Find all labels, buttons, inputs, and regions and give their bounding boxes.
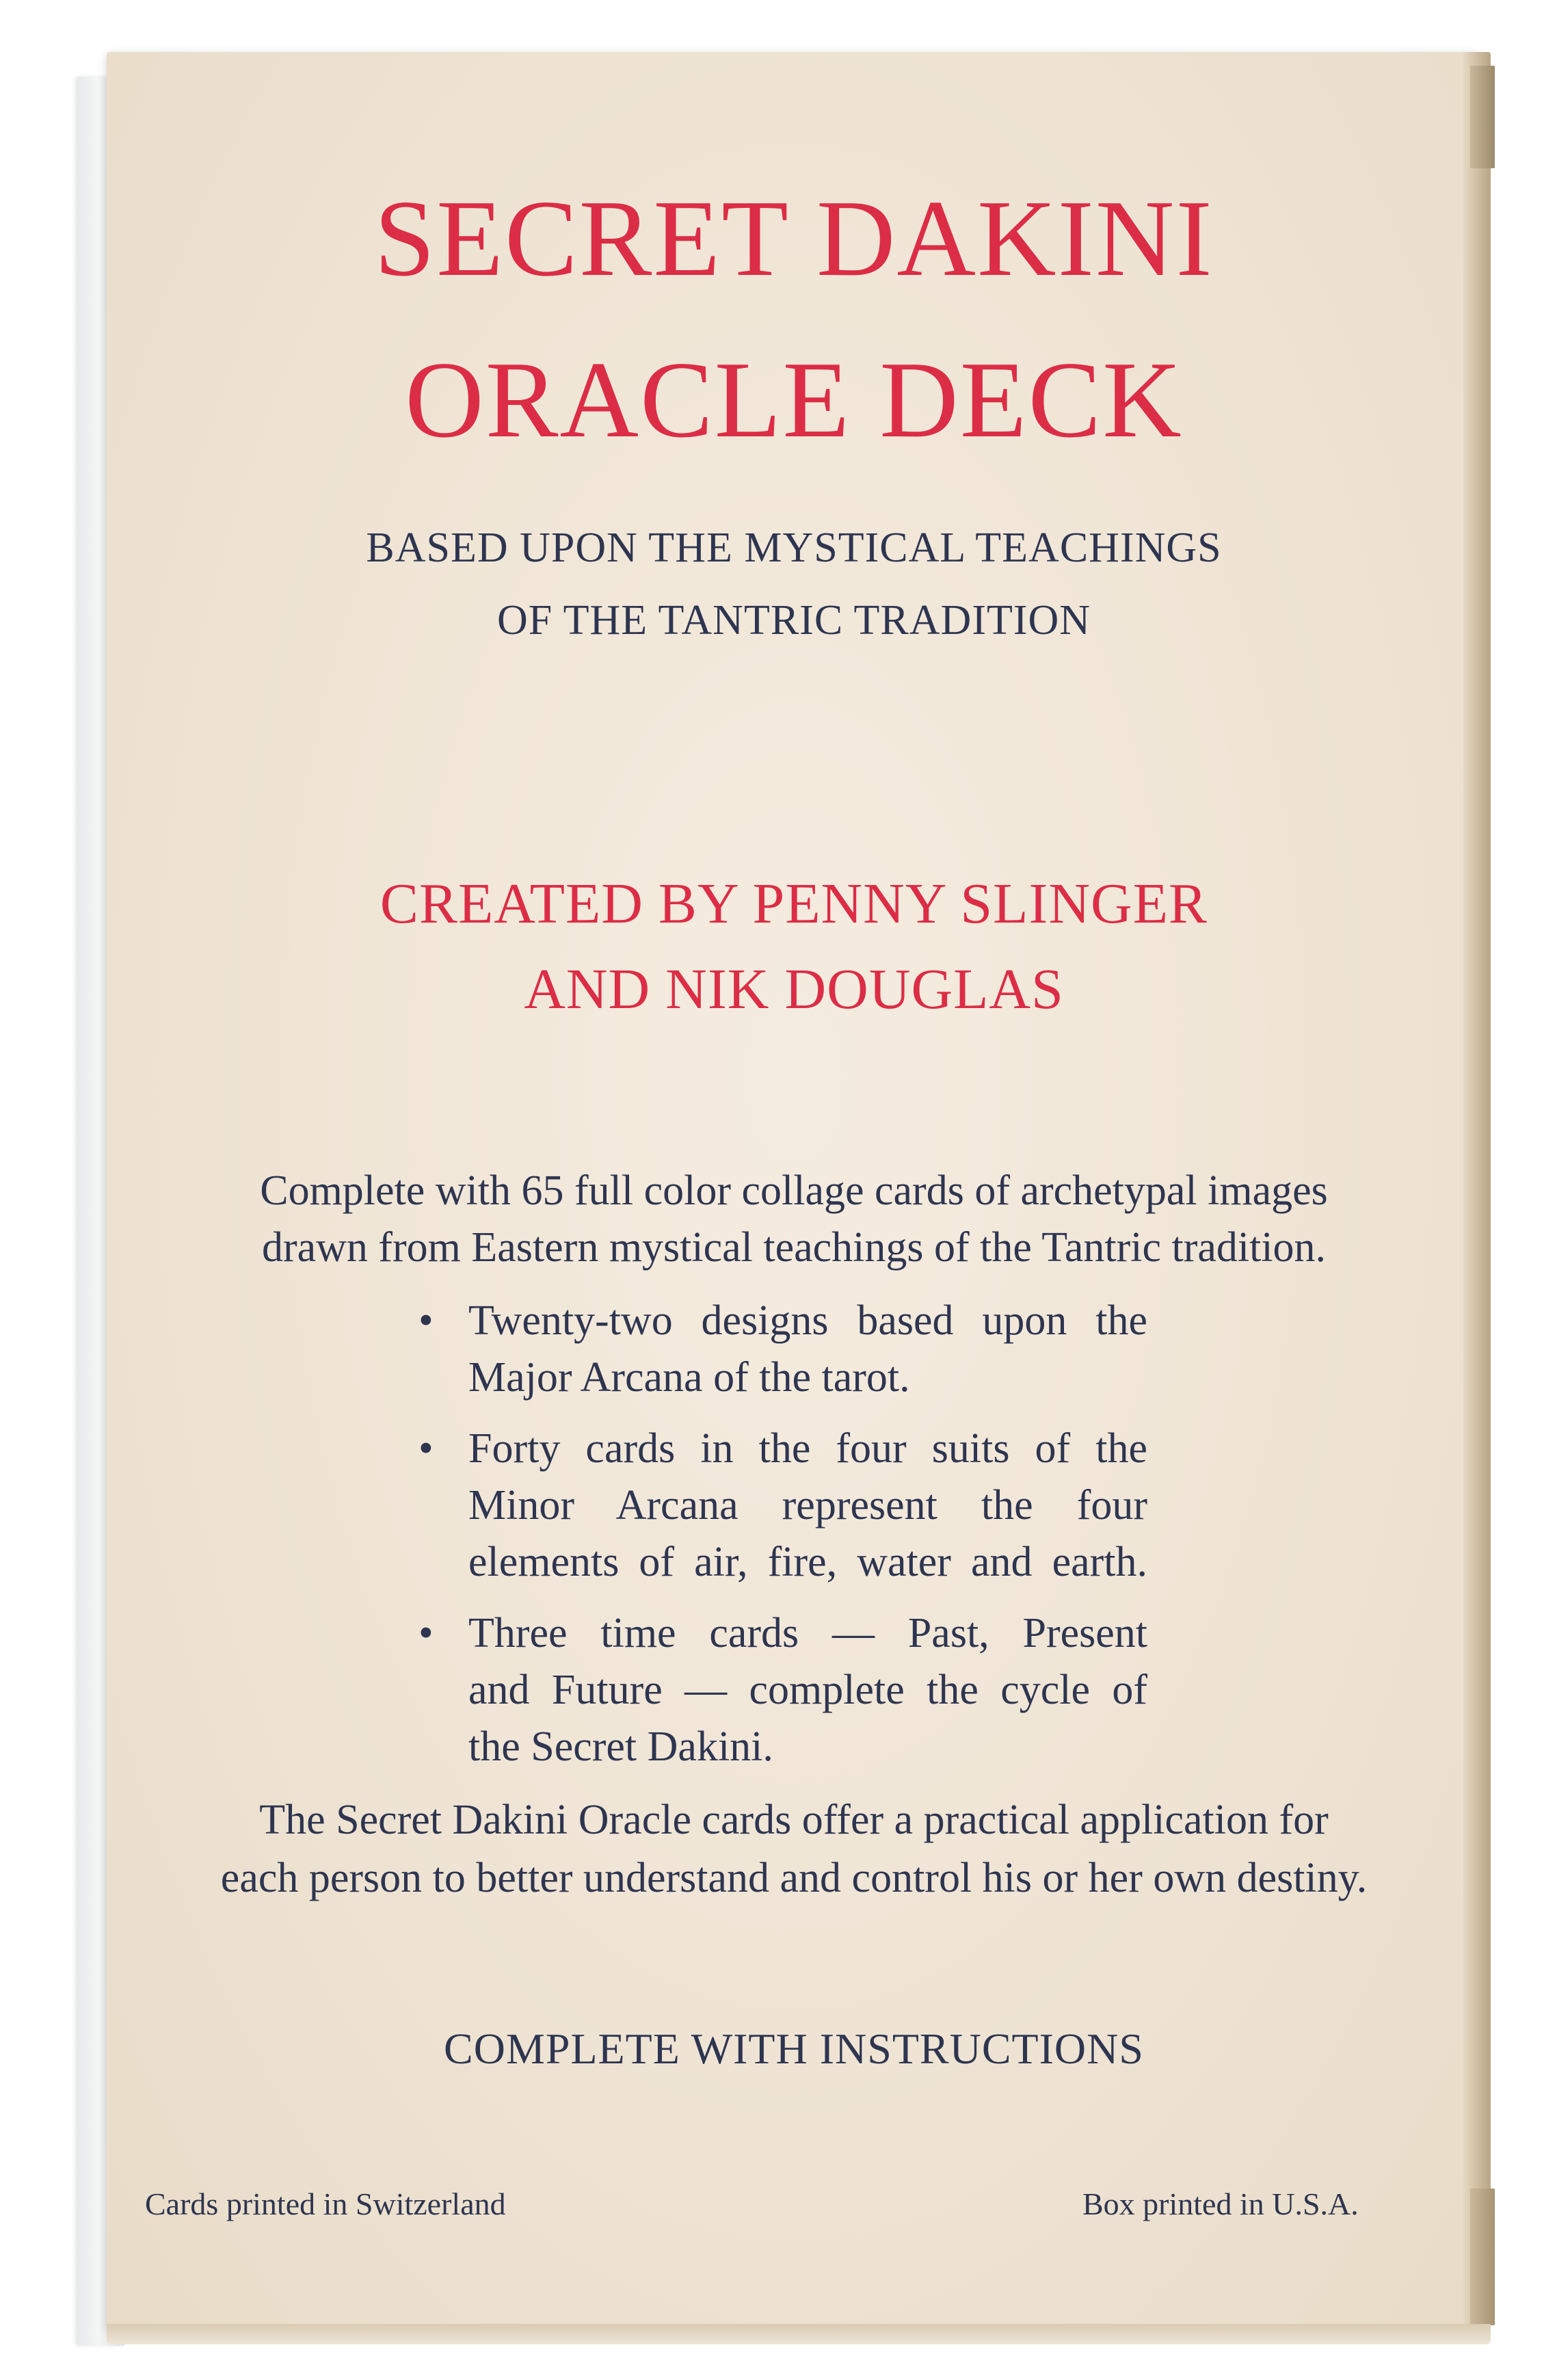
outro-line-2: each person to better understand and control his or her own destiny. — [220, 1855, 1368, 1901]
bullet-dot: • — [418, 1610, 434, 1656]
bullet-dot: • — [418, 1297, 434, 1344]
bullet-3-line-3: the Secret Dakini. — [468, 1723, 773, 1770]
bullet-3-line-1: Three time cards — Past, Present — [468, 1610, 1147, 1656]
bullet-2-line-1: Forty cards in the four suits of the — [468, 1425, 1147, 1472]
outro-line-1: The Secret Dakini Oracle cards offer a practical application for — [259, 1797, 1329, 1843]
bullet-2-line-2: Minor Arcana represent the four — [468, 1482, 1147, 1529]
intro-line-2: drawn from Eastern mystical teachings of the Tantric tradition. — [261, 1224, 1327, 1271]
subtitle-line-2: OF THE TANTRIC TRADITION — [496, 597, 1091, 644]
bullet-dot: • — [418, 1425, 434, 1472]
intro-line-1: Complete with 65 full color collage cards of archetypal images — [260, 1167, 1328, 1214]
subtitle-line-1: BASED UPON THE MYSTICAL TEACHINGS — [366, 525, 1222, 571]
credits-line-1: CREATED BY PENNY SLINGER — [380, 872, 1208, 936]
instructions-note: COMPLETE WITH INSTRUCTIONS — [444, 2024, 1144, 2073]
worn-edge-top — [1470, 66, 1495, 168]
worn-edge-bottom — [1470, 2189, 1495, 2325]
bullet-1-line-1: Twenty-two designs based upon the — [468, 1297, 1147, 1344]
title-line-2: ORACLE DECK — [405, 339, 1183, 460]
bullet-2-line-3: elements of air, fire, water and earth. — [468, 1539, 1147, 1585]
credits-line-2: AND NIK DOUGLAS — [524, 957, 1064, 1021]
bullet-3-line-2: and Future — complete the cycle of — [468, 1667, 1147, 1713]
footer-box-origin: Box printed in U.S.A. — [1082, 2186, 1359, 2221]
bullet-1-line-2: Major Arcana of the tarot. — [468, 1354, 910, 1401]
title-line-1: SECRET DAKINI — [374, 177, 1214, 299]
box-bottom-edge — [107, 2324, 1491, 2344]
footer-cards-origin: Cards printed in Switzerland — [145, 2186, 506, 2221]
